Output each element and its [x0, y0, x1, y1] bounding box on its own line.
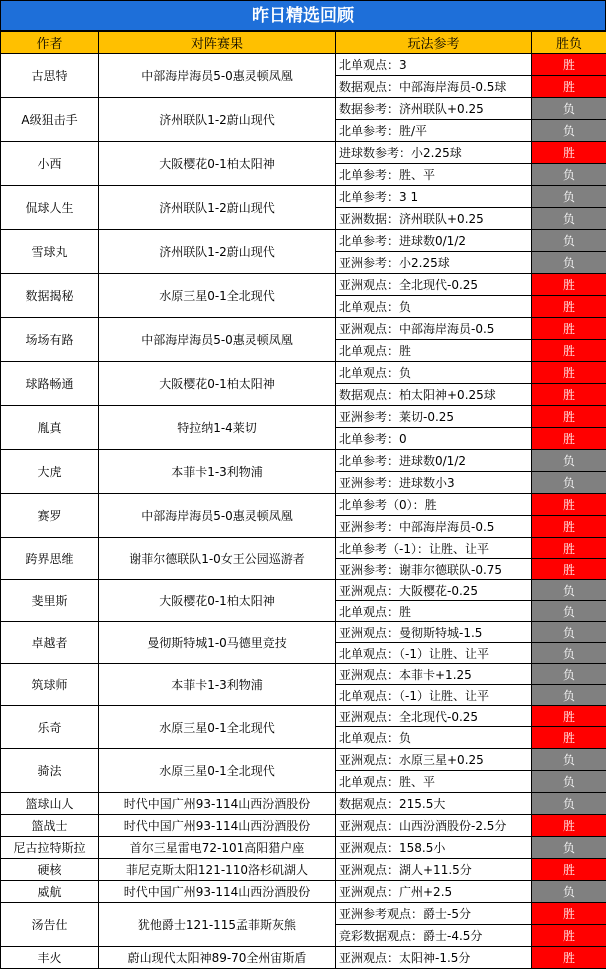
match-cell: 中部海岸海员5-0惠灵顿凤凰	[99, 54, 336, 98]
result-badge: 负	[532, 685, 606, 706]
author-cell: 威航	[1, 881, 99, 903]
result-badge: 胜	[532, 859, 606, 881]
table-row	[1, 859, 606, 881]
page-title: 昨日精选回顾	[0, 0, 606, 31]
table-row	[1, 706, 606, 727]
result-badge: 胜	[532, 362, 606, 384]
play-cell: 亚洲参考观点：爵士-5分	[336, 903, 532, 925]
result-badge: 胜	[532, 384, 606, 406]
play-cell: 亚洲观点：水原三星+0.25	[336, 749, 532, 771]
match-cell: 时代中国广州93-114山西汾酒股份	[99, 815, 336, 837]
result-badge: 负	[532, 643, 606, 664]
table-row	[1, 318, 606, 340]
result-badge: 负	[532, 837, 606, 859]
table-row	[1, 450, 606, 472]
play-cell: 数据观点：215.5大	[336, 793, 532, 815]
match-cell: 中部海岸海员5-0惠灵顿凤凰	[99, 494, 336, 538]
result-badge: 负	[532, 186, 606, 208]
author-cell: 硬核	[1, 859, 99, 881]
match-cell: 蔚山现代太阳神89-70全州宙斯盾	[99, 947, 336, 969]
author-cell: 跨界思维	[1, 538, 99, 580]
author-cell: 篮球山人	[1, 793, 99, 815]
result-badge: 胜	[532, 706, 606, 727]
result-badge: 负	[532, 120, 606, 142]
table-header-row	[1, 32, 606, 54]
table-row	[1, 494, 606, 516]
play-cell: 数据参考：济州联队+0.25	[336, 98, 532, 120]
play-cell: 北单观点：（-1）让胜、让平	[336, 643, 532, 664]
match-cell: 特拉纳1-4莱切	[99, 406, 336, 450]
play-cell: 北单参考：胜、平	[336, 164, 532, 186]
author-cell: 古思特	[1, 54, 99, 98]
play-cell: 北单参考：胜/平	[336, 120, 532, 142]
result-badge: 胜	[532, 815, 606, 837]
result-badge: 胜	[532, 340, 606, 362]
table-row	[1, 142, 606, 164]
play-cell: 数据观点：中部海岸海员-0.5球	[336, 76, 532, 98]
play-cell: 亚洲参考：进球数小3	[336, 472, 532, 494]
author-cell: 大虎	[1, 450, 99, 494]
result-badge: 负	[532, 793, 606, 815]
result-badge: 胜	[532, 428, 606, 450]
result-badge: 负	[532, 749, 606, 771]
result-badge: 胜	[532, 76, 606, 98]
match-cell: 曼彻斯特城1-0马德里竞技	[99, 622, 336, 664]
author-cell: 汤告仕	[1, 903, 99, 947]
table-row	[1, 903, 606, 925]
play-cell: 北单观点：胜	[336, 340, 532, 362]
play-cell: 亚洲观点：湖人+11.5分	[336, 859, 532, 881]
match-cell: 本菲卡1-3利物浦	[99, 450, 336, 494]
table-row	[1, 622, 606, 643]
match-cell: 大阪樱花0-1柏太阳神	[99, 580, 336, 622]
play-cell: 亚洲观点：本菲卡+1.25	[336, 664, 532, 685]
author-cell: 赛罗	[1, 494, 99, 538]
table-row	[1, 815, 606, 837]
table-row	[1, 664, 606, 685]
play-cell: 数据观点：柏太阳神+0.25球	[336, 384, 532, 406]
play-cell: 北单观点：负	[336, 362, 532, 384]
play-cell: 亚洲观点：158.5小	[336, 837, 532, 859]
table-row	[1, 580, 606, 601]
play-cell: 亚洲观点：太阳神-1.5分	[336, 947, 532, 969]
table-row	[1, 538, 606, 559]
play-cell: 亚洲观点：山西汾酒股份-2.5分	[336, 815, 532, 837]
play-cell: 北单观点：（-1）让胜、让平	[336, 685, 532, 706]
match-cell: 济州联队1-2蔚山现代	[99, 230, 336, 274]
result-badge: 胜	[532, 406, 606, 428]
match-cell: 水原三星0-1全北现代	[99, 749, 336, 793]
play-cell: 北单观点：负	[336, 296, 532, 318]
result-badge: 负	[532, 881, 606, 903]
table-row	[1, 793, 606, 815]
match-cell: 犹他爵士121-115孟菲斯灰熊	[99, 903, 336, 947]
play-cell: 进球数参考：小2.25球	[336, 142, 532, 164]
result-badge: 胜	[532, 142, 606, 164]
table-row	[1, 837, 606, 859]
table-body	[1, 54, 606, 969]
match-cell: 时代中国广州93-114山西汾酒股份	[99, 881, 336, 903]
play-cell: 亚洲观点：中部海岸海员-0.5	[336, 318, 532, 340]
play-cell: 北单参考（0）：胜	[336, 494, 532, 516]
result-badge: 胜	[532, 516, 606, 538]
result-badge: 胜	[532, 925, 606, 947]
result-badge: 负	[532, 230, 606, 252]
result-badge: 胜	[532, 318, 606, 340]
match-cell: 菲尼克斯太阳121-110洛杉矶湖人	[99, 859, 336, 881]
author-cell: 斐里斯	[1, 580, 99, 622]
picks-table	[0, 31, 606, 969]
play-cell: 亚洲观点：全北现代-0.25	[336, 706, 532, 727]
author-cell: 场场有路	[1, 318, 99, 362]
play-cell: 亚洲参考：小2.25球	[336, 252, 532, 274]
match-cell: 大阪樱花0-1柏太阳神	[99, 142, 336, 186]
result-badge: 胜	[532, 296, 606, 318]
author-cell: 数据揭秘	[1, 274, 99, 318]
match-cell: 谢菲尔德联队1-0女王公园巡游者	[99, 538, 336, 580]
match-cell: 水原三星0-1全北现代	[99, 274, 336, 318]
column-header-match: 对阵赛果	[99, 32, 336, 54]
play-cell: 北单参考（-1）：让胜、让平	[336, 538, 532, 559]
author-cell: 丰火	[1, 947, 99, 969]
result-badge: 胜	[532, 54, 606, 76]
table-row	[1, 406, 606, 428]
table-row	[1, 881, 606, 903]
play-cell: 北单观点：胜、平	[336, 771, 532, 793]
table-row	[1, 947, 606, 969]
result-badge: 负	[532, 252, 606, 274]
column-header-result: 胜负	[532, 32, 606, 54]
result-badge: 胜	[532, 947, 606, 969]
author-cell: 乐奇	[1, 706, 99, 749]
play-cell: 亚洲观点：全北现代-0.25	[336, 274, 532, 296]
author-cell: 侃球人生	[1, 186, 99, 230]
column-header-author: 作者	[1, 32, 99, 54]
author-cell: 球路畅通	[1, 362, 99, 406]
play-cell: 北单参考：进球数0/1/2	[336, 450, 532, 472]
author-cell: 篮战士	[1, 815, 99, 837]
play-cell: 北单观点：3	[336, 54, 532, 76]
play-cell: 亚洲参考：莱切-0.25	[336, 406, 532, 428]
match-cell: 时代中国广州93-114山西汾酒股份	[99, 793, 336, 815]
play-cell: 亚洲观点：曼彻斯特城-1.5	[336, 622, 532, 643]
result-badge: 负	[532, 622, 606, 643]
author-cell: 骑法	[1, 749, 99, 793]
play-cell: 亚洲参考：谢菲尔德联队-0.75	[336, 559, 532, 580]
play-cell: 北单观点：胜	[336, 601, 532, 622]
match-cell: 首尔三星雷电72-101高阳猎户座	[99, 837, 336, 859]
result-badge: 负	[532, 580, 606, 601]
play-cell: 亚洲参考：中部海岸海员-0.5	[336, 516, 532, 538]
result-badge: 负	[532, 771, 606, 793]
play-cell: 亚洲观点：广州+2.5	[336, 881, 532, 903]
result-badge: 胜	[532, 538, 606, 559]
match-cell: 济州联队1-2蔚山现代	[99, 186, 336, 230]
result-badge: 负	[532, 664, 606, 685]
result-badge: 负	[532, 208, 606, 230]
match-cell: 济州联队1-2蔚山现代	[99, 98, 336, 142]
match-cell: 中部海岸海员5-0惠灵顿凤凰	[99, 318, 336, 362]
match-cell: 大阪樱花0-1柏太阳神	[99, 362, 336, 406]
result-badge: 胜	[532, 494, 606, 516]
match-cell: 水原三星0-1全北现代	[99, 706, 336, 749]
play-cell: 北单参考：3 1	[336, 186, 532, 208]
play-cell: 亚洲观点：大阪樱花-0.25	[336, 580, 532, 601]
result-badge: 胜	[532, 903, 606, 925]
table-row	[1, 274, 606, 296]
result-badge: 负	[532, 98, 606, 120]
author-cell: 卓越者	[1, 622, 99, 664]
table-row	[1, 54, 606, 76]
table-row	[1, 749, 606, 771]
table-row	[1, 362, 606, 384]
author-cell: 小西	[1, 142, 99, 186]
result-badge: 负	[532, 601, 606, 622]
author-cell: 尼古拉特斯拉	[1, 837, 99, 859]
result-badge: 负	[532, 450, 606, 472]
result-badge: 胜	[532, 559, 606, 580]
author-cell: 雪球丸	[1, 230, 99, 274]
result-badge: 负	[532, 164, 606, 186]
play-cell: 竞彩数据观点：爵士-4.5分	[336, 925, 532, 947]
play-cell: 北单参考：0	[336, 428, 532, 450]
author-cell: 筑球师	[1, 664, 99, 706]
table-row	[1, 98, 606, 120]
author-cell: 胤真	[1, 406, 99, 450]
match-cell: 本菲卡1-3利物浦	[99, 664, 336, 706]
play-cell: 北单观点：负	[336, 727, 532, 749]
play-cell: 亚洲数据：济州联队+0.25	[336, 208, 532, 230]
result-badge: 胜	[532, 727, 606, 749]
table-row	[1, 186, 606, 208]
play-cell: 北单参考：进球数0/1/2	[336, 230, 532, 252]
author-cell: A级狙击手	[1, 98, 99, 142]
result-badge: 胜	[532, 274, 606, 296]
column-header-play: 玩法参考	[336, 32, 532, 54]
result-badge: 负	[532, 472, 606, 494]
table-row	[1, 230, 606, 252]
